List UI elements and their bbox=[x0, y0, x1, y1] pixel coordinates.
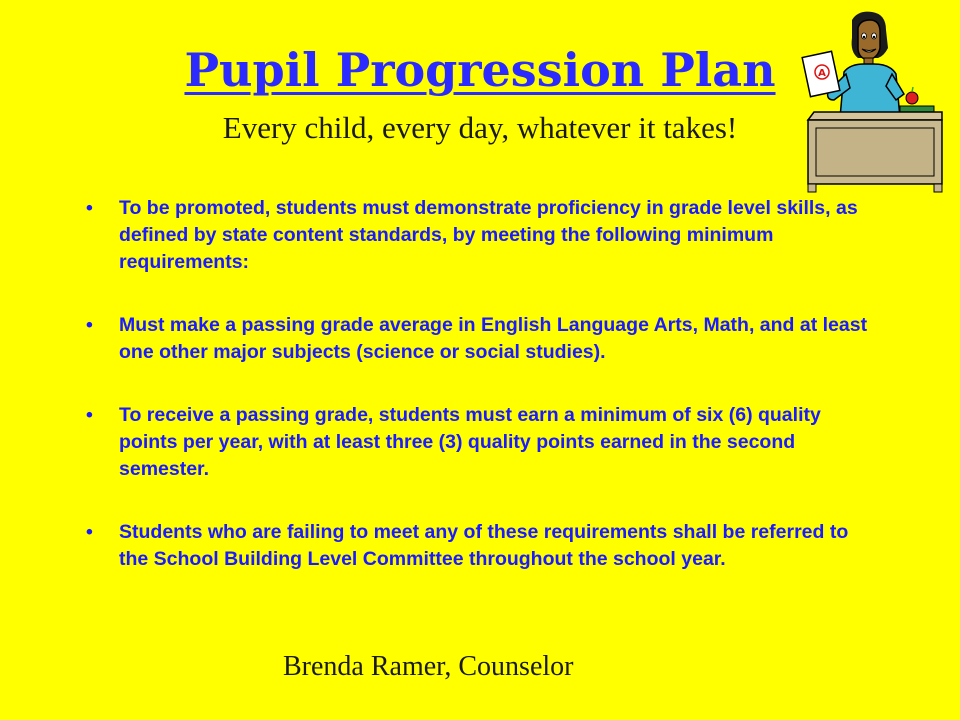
bullet-item bbox=[82, 195, 872, 276]
bullet-item bbox=[82, 402, 872, 483]
graded-paper-icon bbox=[802, 51, 840, 96]
bullet-dot: • bbox=[86, 404, 93, 426]
paper-grade-label: A bbox=[818, 68, 826, 79]
bullet-text: Students who are failing to meet any of these requirements shall be referred to the School Building Level Committee throughout the school year. bbox=[119, 521, 849, 570]
bullet-dot: • bbox=[86, 314, 93, 336]
signature: Brenda Ramer, Counselor bbox=[283, 651, 574, 682]
bullet-text: To be promoted, students must demonstrate proficiency in grade level skills, as defined by state content standards, by meeting the following minimum requirements: bbox=[119, 197, 858, 273]
bullet-item bbox=[82, 519, 872, 573]
bullet-dot: • bbox=[86, 197, 93, 219]
bullet-text: To receive a passing grade, students must earn a minimum of six (6) quality points per year, with at least three (3) quality points earned in the second semester. bbox=[119, 404, 821, 480]
slide-subtitle: Every child, every day, whatever it takes! bbox=[222, 110, 738, 145]
bullet-dot: • bbox=[86, 521, 93, 543]
bullet-text: Must make a passing grade average in English Language Arts, Math, and at least one other major subjects (science or social studies). bbox=[119, 314, 868, 363]
teacher-at-desk-clipart bbox=[800, 8, 950, 193]
desk-icon bbox=[808, 112, 942, 192]
slide-title: Pupil Progression Plan bbox=[184, 43, 776, 97]
bullet-list bbox=[82, 195, 872, 609]
teacher-figure bbox=[828, 12, 904, 118]
bullet-item bbox=[82, 312, 872, 366]
